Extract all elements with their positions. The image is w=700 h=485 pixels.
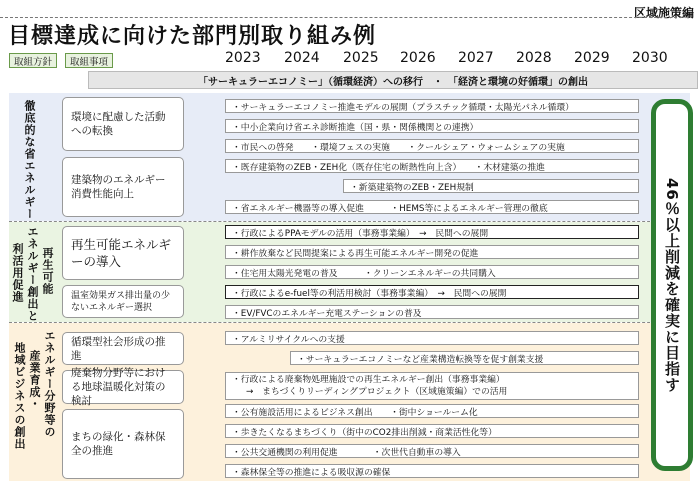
action-bar: ・中小企業向け省エネ診断推進（国・県・関係機関との連携） <box>225 119 639 133</box>
action-bar: ・耕作放棄など民間提案による再生可能エネルギー開発の促進 <box>225 245 639 259</box>
industry-label-line1: エネルギー分野等の <box>43 330 56 438</box>
measure-title: 建築物のエネルギー消費性能向上 <box>71 174 166 200</box>
measure-box-waste-climate <box>62 367 184 407</box>
action-bar: ・行政によるPPAモデルの活用（事務事業編） → 民間への展開 <box>225 225 639 239</box>
year-2027: 2027 <box>458 50 494 66</box>
action-bar: ・森林保全等の推進による吸収源の確保 <box>225 464 639 478</box>
measure-title: 環境に配慮した活動への転換 <box>71 111 166 137</box>
action-bar: ・サーキュラーエコノミー推進モデルの展開（プラスチック循環・太陽光パネル循環） <box>225 99 639 113</box>
year-2026: 2026 <box>400 50 436 66</box>
measure-title: 循環型社会形成の推進 <box>71 335 166 362</box>
page-title: 目標達成に向けた部門別取り組み例 <box>8 24 377 49</box>
policy-tag: 取組方針 <box>9 53 57 68</box>
renewable-label-line1: 再生可能 <box>41 247 54 295</box>
year-2025: 2025 <box>343 50 379 66</box>
year-2028: 2028 <box>516 50 552 66</box>
year-2029: 2029 <box>574 50 610 66</box>
action-bar-line: → まちづくりリーディングプロジェクト（区域施策編）での活用 <box>246 387 508 397</box>
section-divider <box>9 322 690 323</box>
measure-box-eco-activity <box>62 97 184 151</box>
renewable-label-line2: エネルギー創出と <box>26 226 39 322</box>
section-divider <box>9 221 690 222</box>
year-2023: 2023 <box>225 50 261 66</box>
energy-saving-label: 徹底的な省エネルギー <box>23 100 36 220</box>
action-bar: ・省エネルギー機器等の導入促進 ・HEMS等によるエネルギー管理の徹底 <box>225 200 639 214</box>
renewable-label-line3: 利活用促進 <box>11 243 24 303</box>
header-divider <box>0 17 682 18</box>
measure-title: 再生可能エネルギーの導入 <box>71 237 172 269</box>
action-bar: ・公有施設活用によるビジネス創出 ・街中ショールーム化 <box>225 404 639 418</box>
measure-title: 温室効果ガス排出量の少ないエネルギー選択 <box>71 290 171 313</box>
action-bar-two-line <box>225 372 639 400</box>
industry-label-line3: 地域ビジネスの創出 <box>13 342 26 450</box>
action-bar: ・市民への啓発 ・環境フェスの実施 ・クールシェア・ウォームシェアの実施 <box>225 139 639 153</box>
measure-title: 廃棄物分野等における地球温暖化対策の検討 <box>71 367 166 407</box>
industry-label-line2: 産業育成・ <box>28 350 41 410</box>
action-bar: ・歩きたくなるまちづくり（街中のCO2排出削減・商業活性化等） <box>225 424 639 438</box>
action-bar: ・既存建築物のZEB・ZEH化（既存住宅の断熱性向上含） ・木材建築の推進 <box>225 159 639 173</box>
measure-box-building-efficiency <box>62 157 184 217</box>
action-bar: ・新築建築物のZEB・ZEH規制 <box>343 179 639 193</box>
action-bar: ・行政によるe-fuel等の利活用検討（事務事業編） → 民間への展開 <box>225 285 639 299</box>
action-bar: ・公共交通機関の利用促進 ・次世代自動車の導入 <box>225 444 639 458</box>
section-tag: 区域施策編 <box>633 6 694 20</box>
measure-box-greening <box>62 409 184 479</box>
measure-box-low-emission-energy <box>62 285 184 318</box>
action-bar: ・サーキュラーエコノミーなど産業構造転換等を促す創業支援 <box>290 351 639 365</box>
reduction-goal-box <box>651 99 693 471</box>
year-2030: 2030 <box>632 50 668 66</box>
measure-box-circular-society <box>62 332 184 365</box>
measure-box-renewable-intro <box>62 226 184 280</box>
action-bar-line: ・行政による廃棄物処理施設での再生エネルギー創出（事務事業編） <box>232 375 505 385</box>
action-bar: ・アルミリサイクルへの支援 <box>225 331 639 345</box>
year-2024: 2024 <box>284 50 320 66</box>
measure-title: まちの緑化・森林保全の推進 <box>71 431 166 457</box>
items-tag: 取組事項 <box>65 53 113 68</box>
reduction-goal-text: 46％以上削減を確実に目指す <box>663 177 681 393</box>
action-bar: ・EV/FVCのエネルギー充電ステーションの普及 <box>225 305 639 319</box>
transition-banner: 「サーキュラーエコノミー」（循環経済）への移行 ・ 「経済と環境の好循環」の創出 <box>88 71 698 89</box>
action-bar: ・住宅用太陽光発電の普及 ・クリーンエネルギーの共同購入 <box>225 265 639 279</box>
